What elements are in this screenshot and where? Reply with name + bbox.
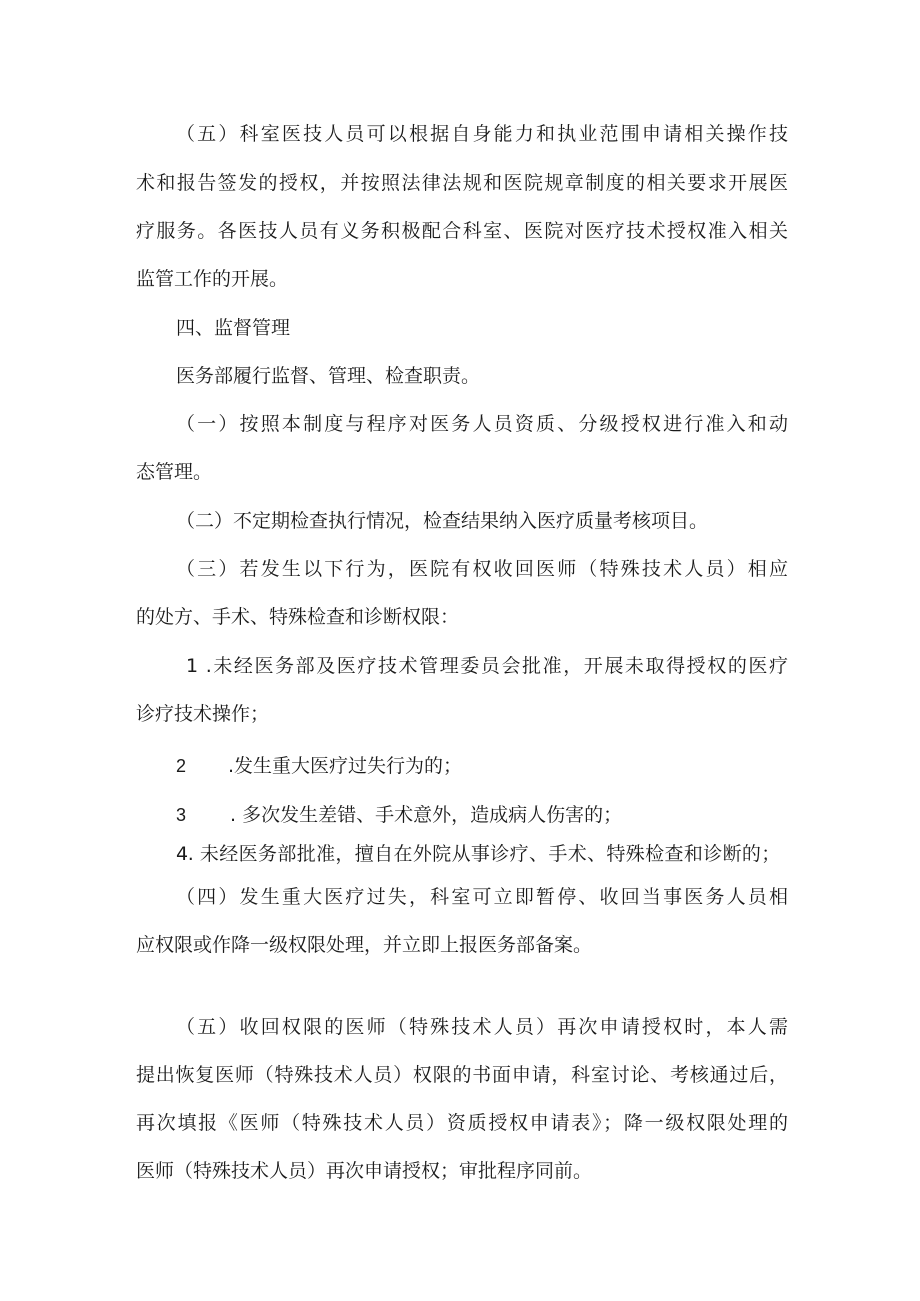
paragraph-line: （五）科室医技人员可以根据自身能力和执业范围申请相关操作技 (176, 123, 788, 145)
list-item-line: 4. 未经医务部批准，擅自在外院从事诊疗、手术、特殊检查和诊断的； (176, 843, 780, 865)
list-item-line: 1 .未经医务部及医疗技术管理委员会批准，开展未取得授权的医疗 (186, 655, 788, 677)
list-number: 2 (176, 756, 187, 776)
paragraph-line: 医务部履行监督、管理、检查职责。 (176, 365, 481, 387)
list-item-line: 诊疗技术操作； (136, 703, 270, 725)
paragraph-line: 再次填报《医师（特殊技术人员）资质授权申请表》；降一级权限处理的 (136, 1112, 788, 1134)
paragraph-line: 疗服务。各医技人员有义务积极配合科室、医院对医疗技术授权准入相关 (136, 220, 788, 242)
list-number: 3 (176, 805, 187, 825)
paragraph-line: 医师（特殊技术人员）再次申请授权；审批程序同前。 (136, 1160, 593, 1182)
paragraph-line: 的处方、手术、特殊检查和诊断权限： (136, 606, 460, 628)
paragraph-line: （三）若发生以下行为，医院有权收回医师（特殊技术人员）相应 (176, 558, 788, 580)
section-heading: 四、监督管理 (176, 317, 291, 339)
paragraph-line: 监管工作的开展。 (136, 268, 289, 290)
paragraph-line: 提出恢复医师（特殊技术人员）权限的书面申请，科室讨论、考核通过后， (136, 1064, 788, 1086)
paragraph-line: 态管理。 (136, 461, 213, 483)
paragraph-line: （四）发生重大医疗过失，科室可立即暂停、收回当事医务人员相 (176, 886, 788, 908)
paragraph-line: （一）按照本制度与程序对医务人员资质、分级授权进行准入和动 (176, 413, 788, 435)
list-item-line: . 多次发生差错、手术意外，造成病人伤害的； (230, 804, 623, 826)
list-item-line: .发生重大医疗过失行为的； (228, 755, 463, 777)
paragraph-line: 应权限或作降一级权限处理，并立即上报医务部备案。 (136, 934, 593, 956)
paragraph-line: （五）收回权限的医师（特殊技术人员）再次申请授权时，本人需 (176, 1016, 788, 1038)
paragraph-line: 术和报告签发的授权，并按照法律法规和医院规章制度的相关要求开展医 (136, 172, 788, 194)
paragraph-line: （二）不定期检查执行情况，检查结果纳入医疗质量考核项目。 (176, 510, 709, 532)
